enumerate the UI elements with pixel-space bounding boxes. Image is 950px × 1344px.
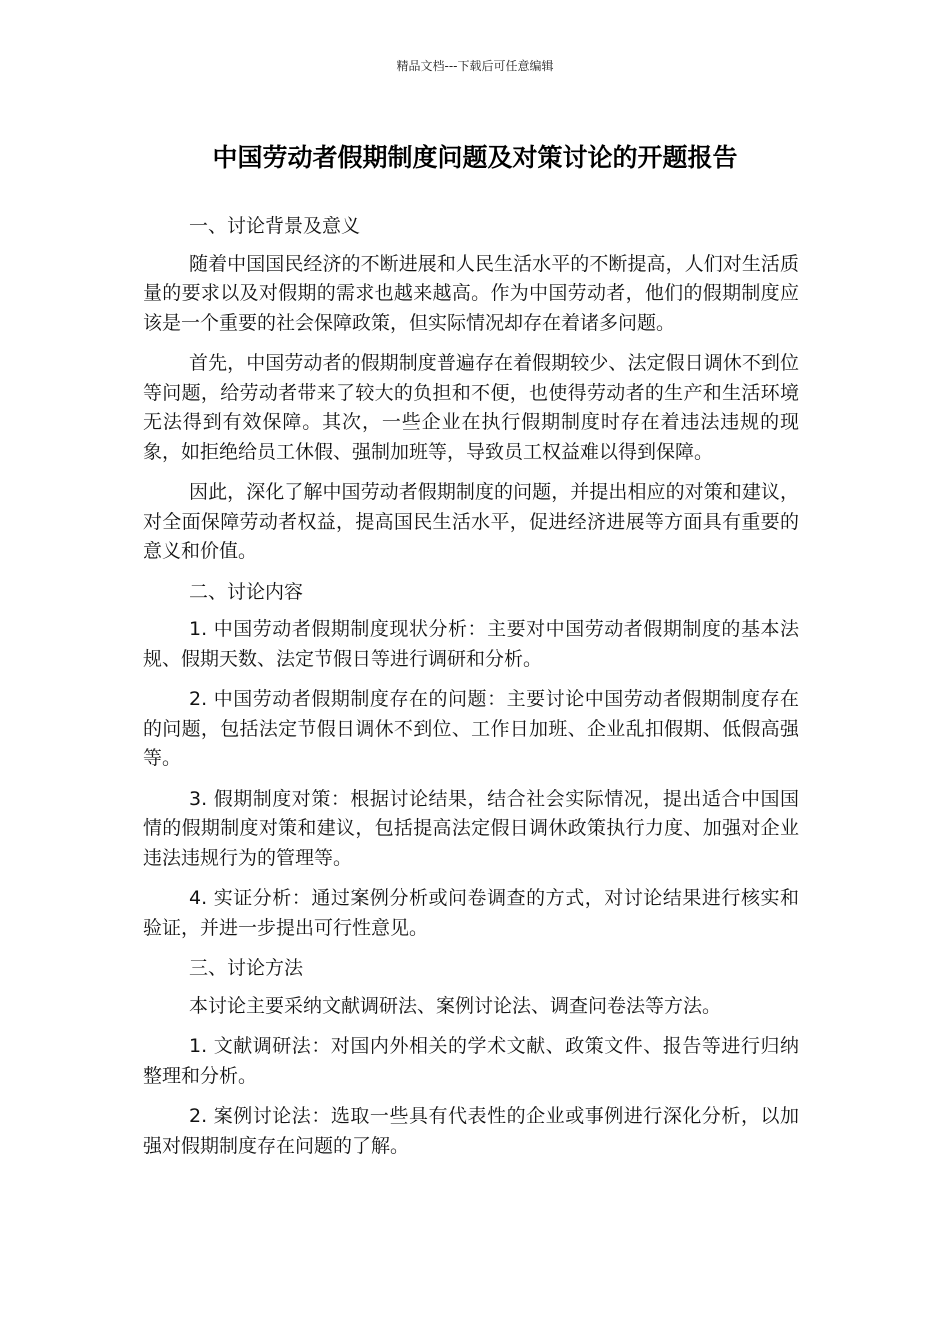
header-note: 精品文档---下载后可任意编辑 — [396, 59, 554, 73]
paragraph-background-3: 因此，深化了解中国劳动者假期制度的问题，并提出相应的对策和建议，对全面保障劳动者权益，提高国民生活水平，促进经济进展等方面具有重要的意义和价值。 — [143, 481, 799, 562]
section-heading-content: 二、讨论内容 — [189, 580, 304, 603]
paragraph-background-1: 随着中国国民经济的不断进展和人民生活水平的不断提高，人们对生活质量的要求以及对假期的需求也越来越高。作为中国劳动者，他们的假期制度应该是一个重要的社会保障政策，但实际情况却存在着诸多问题。 — [143, 252, 799, 334]
section-heading-method: 三、讨论方法 — [189, 957, 304, 979]
content-item-4: 4. 实证分析：通过案例分析或问卷调查的方式，对讨论结果进行核实和验证，并进一步提出可行性意见。 — [143, 887, 799, 939]
paragraph-background-2: 首先，中国劳动者的假期制度普遍存在着假期较少、法定假日调休不到位等问题，给劳动者带来了较大的负担和不便，也使得劳动者的生产和生活环境无法得到有效保障。其次，一些企业在执行假期制度时存在着违法违规的现象，如拒绝给员工休假、强制加班等，导致员工权益难以得到保障。 — [143, 352, 799, 463]
content-item-3: 3. 假期制度对策：根据讨论结果，结合社会实际情况，提出适合中国国情的假期制度对策和建议，包括提高法定假日调休政策执行力度、加强对企业违法违规行为的管理等。 — [143, 787, 799, 869]
content-item-2: 2. 中国劳动者假期制度存在的问题：主要讨论中国劳动者假期制度存在的问题，包括法定节假日调休不到位、工作日加班、企业乱扣假期、低假高强等。 — [143, 688, 799, 769]
document-title: 中国劳动者假期制度问题及对策讨论的开题报告 — [212, 143, 738, 172]
method-intro: 本讨论主要采纳文献调研法、案例讨论法、调查问卷法等方法。 — [189, 994, 722, 1017]
method-item-1: 1. 文献调研法：对国内外相关的学术文献、政策文件、报告等进行归纳整理和分析。 — [143, 1035, 799, 1087]
method-item-2: 2. 案例讨论法：选取一些具有代表性的企业或事例进行深化分析，以加强对假期制度存在问题的了解。 — [143, 1105, 799, 1157]
content-item-1: 1. 中国劳动者假期制度现状分析：主要对中国劳动者假期制度的基本法规、假期天数、法定节假日等进行调研和分析。 — [143, 618, 799, 670]
section-heading-background: 一、讨论背景及意义 — [189, 215, 361, 237]
document-body — [143, 212, 799, 1172]
